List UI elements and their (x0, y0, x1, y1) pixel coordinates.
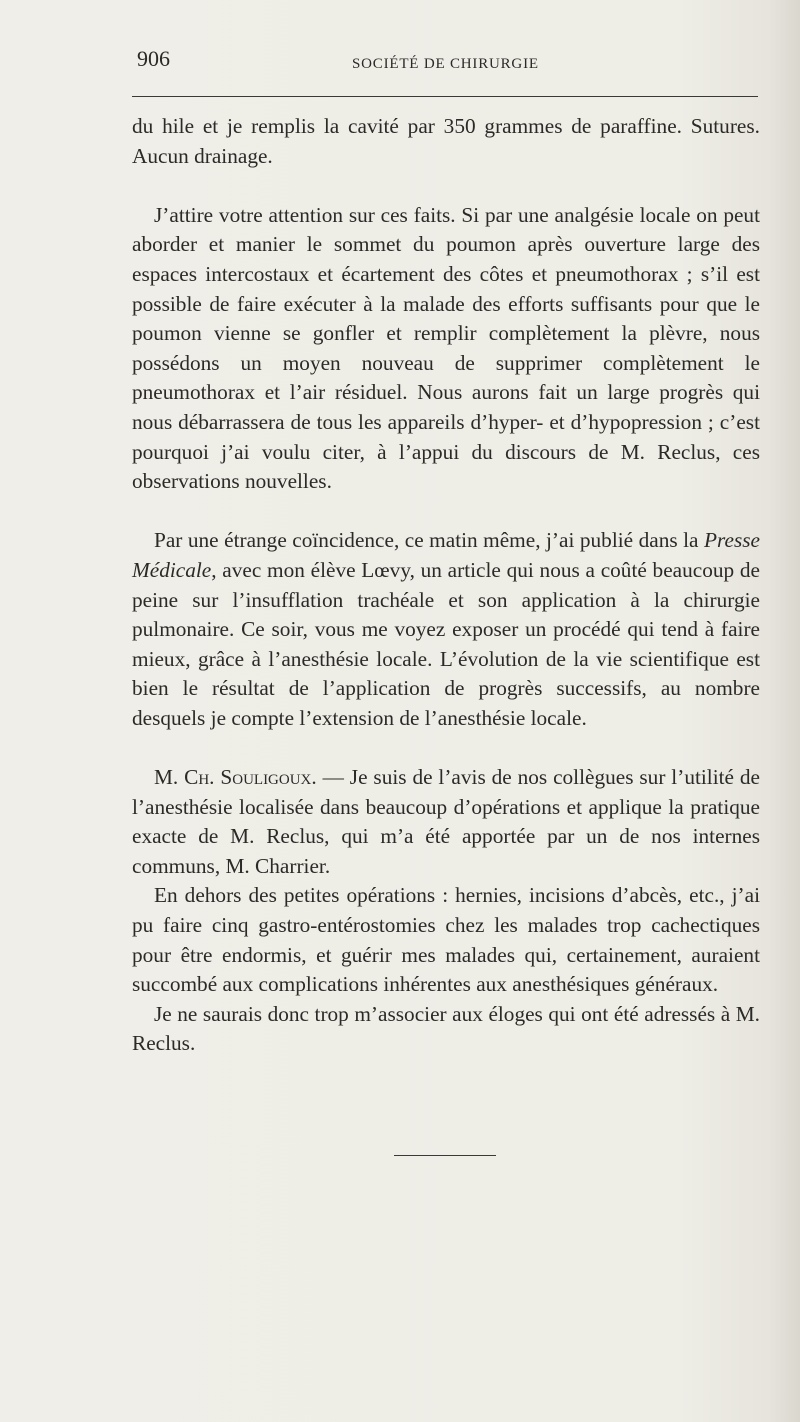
paragraph-closing: Je ne saurais donc trop m’associer aux éloges qui ont été adressés à M. Reclus. (132, 1001, 760, 1056)
paragraph-coincidence-end: , avec mon élève Lœvy, un article qui nous a coûté beaucoup de peine sur l’insufflation trachéale et son application à la chirurgie pulmonaire. Ce soir, vous me voyez exposer un procédé qui tend à faire mieux, grâce à l’anesthésie locale. L’évolution de la vie scientifique est bien le résultat de l’application de progrès successifs, au nombre desquels je compte l’extension de l’anesthésie locale. (132, 557, 760, 730)
page-number: 906 (137, 46, 170, 71)
header-rule (132, 96, 758, 97)
running-head: SOCIÉTÉ DE CHIRURGIE (352, 56, 539, 72)
section-end-rule (394, 1155, 496, 1156)
body-text (132, 112, 760, 1059)
paragraph-attention: J’attire votre attention sur ces faits. Si par une analgésie locale on peut aborder et manier le sommet du poumon après ouverture large des espaces intercostaux et écartement des côtes et pneumothorax ; s’il est possible de faire exécuter à la malade des efforts suffisants pour que le poumon vienne se gonfler et remplir complètement la plèvre, nous possédons un moyen nouveau de supprimer complètement le pneumothorax et l’air résiduel. Nous aurons fait un large progrès qui nous débarrassera de tous les appareils d’hyper- et d’hypopression ; c’est pourquoi j’ai voulu citer, à l’appui du discours de M. Reclus, ces observations nouvelles. (132, 202, 760, 494)
speaker-remarks: — Je suis de l’avis de nos collègues sur l’utilité de l’anesthésie localisée dans beaucoup d’opérations et applique la pratique exacte de M. Reclus, qui m’a été apportée par un de nos internes communs, M. Charrier. (132, 765, 760, 878)
paragraph-coincidence (132, 526, 760, 733)
speaker-name: M. Ch. Souligoux. (154, 765, 317, 790)
paragraph-continuation: du hile et je remplis la cavité par 350 grammes de paraffine. Sutures. Aucun drainage. (132, 114, 760, 168)
journal-title: Presse Médicale (132, 528, 760, 582)
paragraph-coincidence-start: Par une étrange coïncidence, ce matin même, j’ai publié dans la (154, 528, 704, 553)
paragraph-operations: En dehors des petites opérations : hernies, incisions d’abcès, etc., j’ai pu faire cinq gastro-entérostomies chez les malades trop cachectiques pour être endormis, et guérir mes malades qui, certainement, auraient succombé aux complications inhérentes aux anesthésiques généraux. (132, 883, 760, 997)
page-header (132, 46, 760, 82)
paragraph-souligoux (132, 763, 760, 881)
